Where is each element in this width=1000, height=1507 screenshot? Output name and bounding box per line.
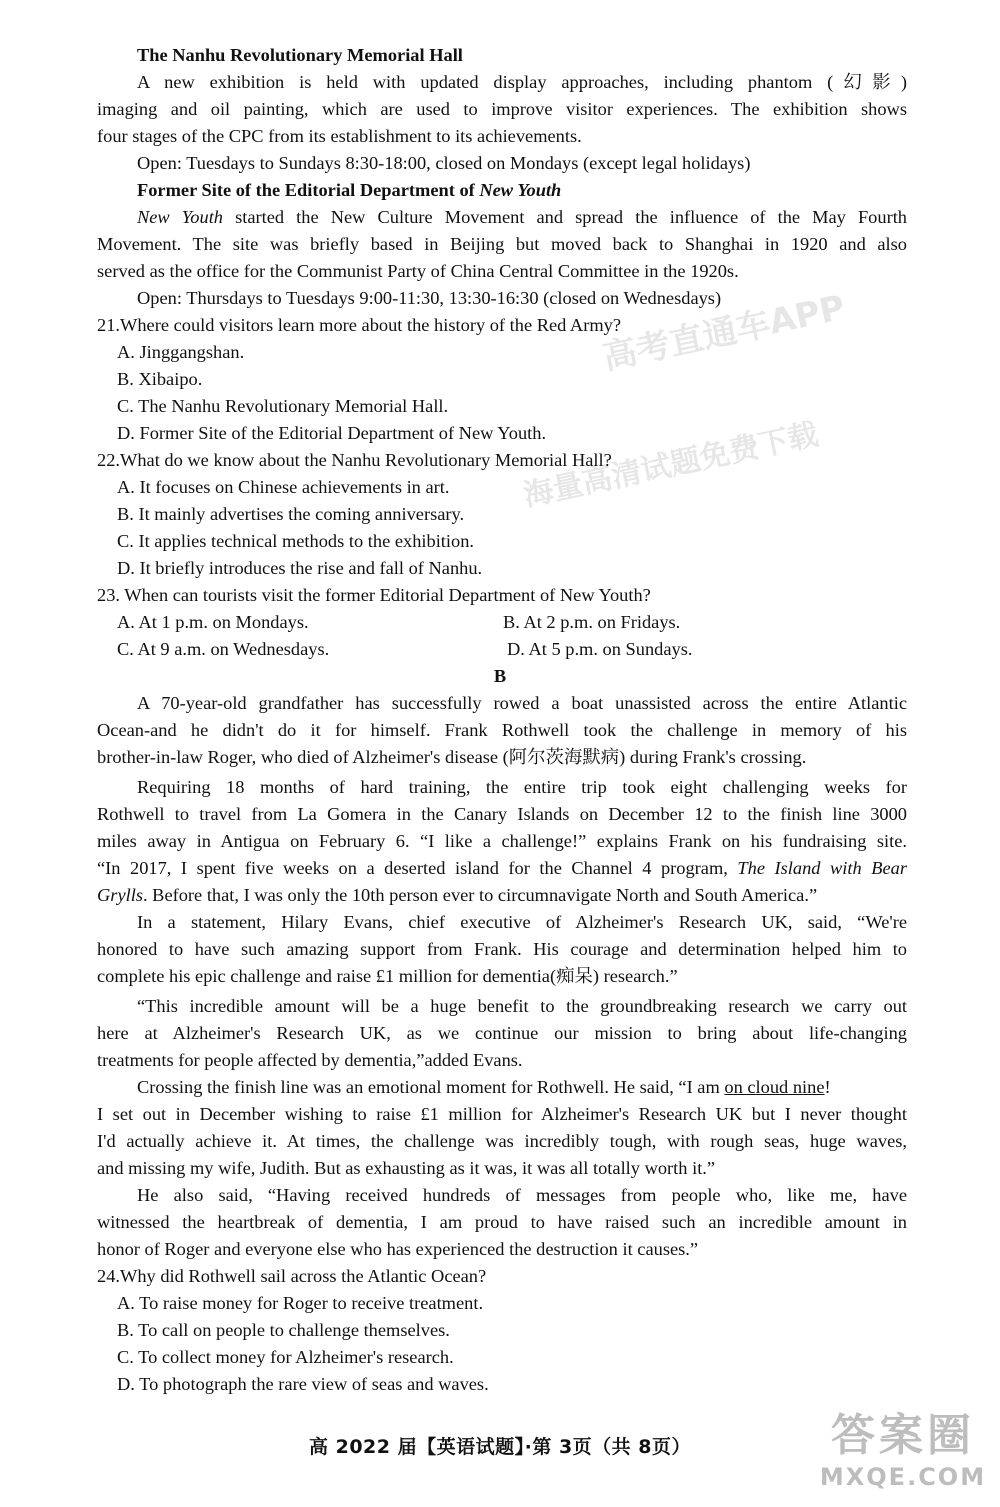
- passage-b-line: treatments for people affected by dementia,”added Evans.: [97, 1050, 523, 1070]
- new-youth-para-text: started the New Culture Movement and spread the influence of the May Fourth: [223, 207, 907, 227]
- question-22-option-c[interactable]: C. It applies technical methods to the exhibition.: [117, 531, 475, 551]
- question-24-option-c[interactable]: C. To collect money for Alzheimer's research.: [117, 1347, 454, 1367]
- question-22-option-d[interactable]: D. It briefly introduces the rise and fall of Nanhu.: [117, 558, 483, 578]
- question-23-row: [117, 636, 897, 663]
- passage-b-line: honor of Roger and everyone else who has experienced the destruction it causes.”: [97, 1239, 699, 1259]
- new-youth-title-prefix: Former Site of the Editorial Department of: [137, 180, 480, 200]
- passage-b-text: Crossing the finish line was an emotional moment for Rothwell. He said, “I am: [137, 1077, 725, 1097]
- question-22-stem: 22.What do we know about the Nanhu Revolutionary Memorial Hall?: [97, 450, 612, 470]
- logo-text-cn: 答案圈: [831, 1410, 975, 1461]
- passage-b-line: “This incredible amount will be a huge benefit to the groundbreaking research we carry out: [137, 996, 907, 1016]
- question-23-stem: 23. When can tourists visit the former Editorial Department of New Youth?: [97, 585, 651, 605]
- question-21-option-c[interactable]: C. The Nanhu Revolutionary Memorial Hall.: [117, 396, 449, 416]
- underlined-phrase: on cloud nine: [724, 1077, 825, 1097]
- passage-b-line: brother-in-law Roger, who died of Alzheimer's disease (阿尔茨海默病) during Frank's crossing.: [97, 747, 807, 767]
- new-youth-title: [137, 177, 907, 204]
- program-title-italic-cont: Grylls: [97, 885, 143, 905]
- passage-b-line: Ocean-and he didn't do it for himself. Frank Rothwell took the challenge in memory of his: [97, 720, 907, 740]
- passage-b-text: . Before that, I was only the 10th person ever to circumnavigate North and South America.”: [142, 885, 818, 905]
- nanhu-para-line: A new exhibition is held with updated display approaches, including phantom (幻影): [137, 72, 907, 92]
- question-23-option-c[interactable]: C. At 9 a.m. on Wednesdays.: [117, 639, 330, 659]
- nanhu-para-line: imaging and oil painting, which are used to improve visitor experiences. The exhibition shows: [97, 99, 907, 119]
- passage-b-line: and missing my wife, Judith. But as exhausting as it was, it was all totally worth it.”: [97, 1158, 716, 1178]
- question-24-stem: 24.Why did Rothwell sail across the Atlantic Ocean?: [97, 1266, 487, 1286]
- watermark-app: 高考直通车APP: [599, 287, 849, 379]
- passage-b-text: !: [824, 1077, 831, 1097]
- passage-b-line: He also said, “Having received hundreds of messages from people who, like me, have: [137, 1185, 907, 1205]
- question-24-option-d[interactable]: D. To photograph the rare view of seas and waves.: [117, 1374, 489, 1394]
- passage-b-line: here at Alzheimer's Research UK, as we continue our mission to bring about life-changing: [97, 1023, 907, 1043]
- section-b-label: B: [493, 666, 507, 686]
- question-21-option-b[interactable]: B. Xibaipo.: [117, 369, 203, 389]
- question-22-option-b[interactable]: B. It mainly advertises the coming anniversary.: [117, 504, 465, 524]
- question-22-option-a[interactable]: A. It focuses on Chinese achievements in art.: [117, 477, 450, 497]
- passage-b-line: complete his epic challenge and raise £1 million for dementia(痴呆) research.”: [97, 966, 678, 986]
- new-youth-title-italic: New Youth: [479, 180, 562, 200]
- passage-b-line: witnessed the heartbreak of dementia, I am proud to have raised such an incredible amount in: [97, 1212, 907, 1232]
- question-23-option-d[interactable]: D. At 5 p.m. on Sundays.: [507, 639, 693, 659]
- nanhu-opening-hours: Open: Tuesdays to Sundays 8:30-18:00, closed on Mondays (except legal holidays): [137, 153, 751, 173]
- question-21-option-a[interactable]: A. Jinggangshan.: [117, 342, 245, 362]
- watermark-download: 海量高清试题免费下载: [520, 417, 822, 514]
- new-youth-para-line: Movement. The site was briefly based in Beijing but moved back to Shanghai in 1920 and also: [97, 234, 907, 254]
- question-24-option-a[interactable]: A. To raise money for Roger to receive treatment.: [117, 1293, 484, 1313]
- new-youth-para-line: served as the office for the Communist Party of China Central Committee in the 1920s.: [97, 261, 739, 281]
- question-21-option-d[interactable]: D. Former Site of the Editorial Department of New Youth.: [117, 423, 547, 443]
- passage-b-text: “In 2017, I spent five weeks on a deserted island for the Channel 4 program,: [97, 858, 738, 878]
- passage-b-line: I'd actually achieve it. At times, the challenge was incredibly tough, with rough seas, huge waves,: [97, 1131, 907, 1151]
- nanhu-title: The Nanhu Revolutionary Memorial Hall: [137, 45, 463, 65]
- passage-b-line: I set out in December wishing to raise £1 million for Alzheimer's Research UK but I never thought: [97, 1104, 907, 1124]
- logo-text-en: MXQE.COM: [819, 1463, 987, 1491]
- passage-b-line: A 70-year-old grandfather has successfully rowed a boat unassisted across the entire Atlantic: [137, 693, 907, 713]
- passage-b-line: In a statement, Hilary Evans, chief executive of Alzheimer's Research UK, said, “We're: [137, 912, 907, 932]
- nanhu-para-line: four stages of the CPC from its establishment to its achievements.: [97, 126, 582, 146]
- passage-b-line: [97, 855, 907, 882]
- site-logo-watermark: [818, 1409, 988, 1499]
- program-title-italic: The Island with Bear: [737, 858, 907, 878]
- question-24-option-b[interactable]: B. To call on people to challenge themselves.: [117, 1320, 450, 1340]
- passage-b-line: honored to have such amazing support from Frank. His courage and determination helped him to: [97, 939, 907, 959]
- question-23-option-b[interactable]: B. At 2 p.m. on Fridays.: [503, 612, 681, 632]
- new-youth-opening-hours: Open: Thursdays to Tuesdays 9:00-11:30, 13:30-16:30 (closed on Wednesdays): [137, 288, 722, 308]
- question-23-row: [117, 609, 897, 636]
- new-youth-name-italic: New Youth: [137, 207, 224, 227]
- question-23-option-a[interactable]: A. At 1 p.m. on Mondays.: [117, 612, 309, 632]
- passage-b-line: Rothwell to travel from La Gomera in the Canary Islands on December 12 to the finish line 3000: [97, 804, 907, 824]
- passage-b-line: [97, 882, 907, 909]
- question-21-stem: 21.Where could visitors learn more about the history of the Red Army?: [97, 315, 621, 335]
- passage-b-line: [137, 1074, 907, 1101]
- new-youth-para-line: [137, 204, 907, 231]
- page-footer: 高 2022 届【英语试题】·第 3页（共 8页）: [309, 1436, 691, 1458]
- passage-b-line: miles away in Antigua on February 6. “I like a challenge!” explains Frank on his fundraising site.: [97, 831, 907, 851]
- passage-b-line: Requiring 18 months of hard training, the entire trip took eight challenging weeks for: [137, 777, 907, 797]
